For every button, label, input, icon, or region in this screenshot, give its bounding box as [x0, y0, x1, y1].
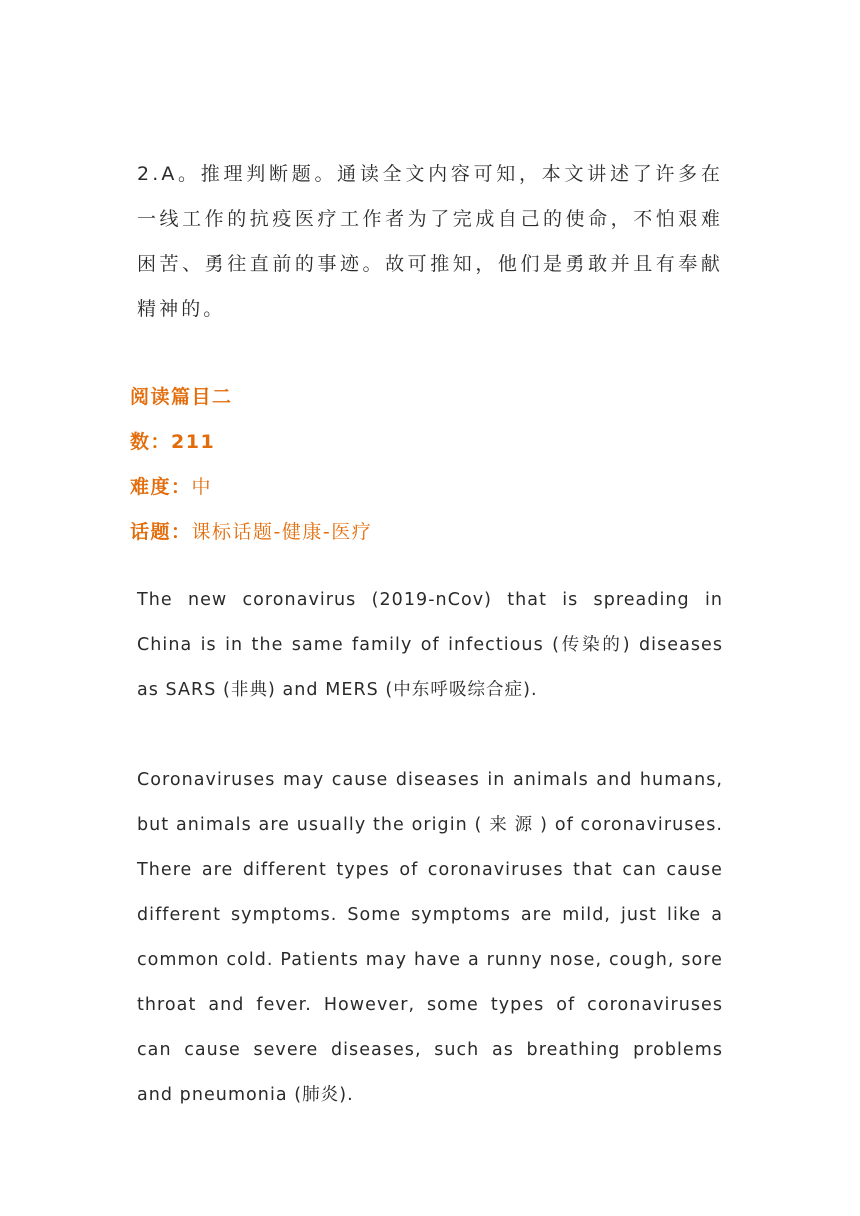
- passage-paragraph: Coronaviruses may cause diseases in animals and humans, but animals are usually the origin ( 来 源 ) of coronaviruses. There are different types of coronaviruses that can cause different symptoms. Some symptoms are mild, just like a common cold. Patients may have a runny nose, cough, sore throat and fever. However, some types of coronaviruses can cause severe diseases, such as breathing problems and pneumonia (肺炎).: [137, 770, 723, 1105]
- word-count-value: 211: [171, 431, 216, 453]
- word-count-label: 数：: [130, 431, 172, 453]
- difficulty-value: 中: [191, 476, 213, 498]
- difficulty: [130, 472, 730, 502]
- word-count: [130, 427, 730, 457]
- topic-label: 话题：: [130, 521, 192, 543]
- answer-explanation: 2.A。推理判断题。通读全文内容可知，本文讲述了许多在一线工作的抗疫医疗工作者为了完成自己的使命，不怕艰难困苦、勇往直前的事迹。故可推知，他们是勇敢并且有奉献精神的。: [137, 163, 723, 320]
- passage-paragraph: The new coronavirus (2019-nCov) that is spreading in China is in the same family of infectious (传染的) diseases as SARS (非典) and MERS (中东呼吸综合症).: [137, 590, 723, 700]
- passage-title: 阅读篇目二: [130, 386, 233, 408]
- topic: [130, 517, 730, 547]
- topic-value: 课标话题-健康-医疗: [191, 521, 373, 543]
- difficulty-label: 难度：: [130, 476, 192, 498]
